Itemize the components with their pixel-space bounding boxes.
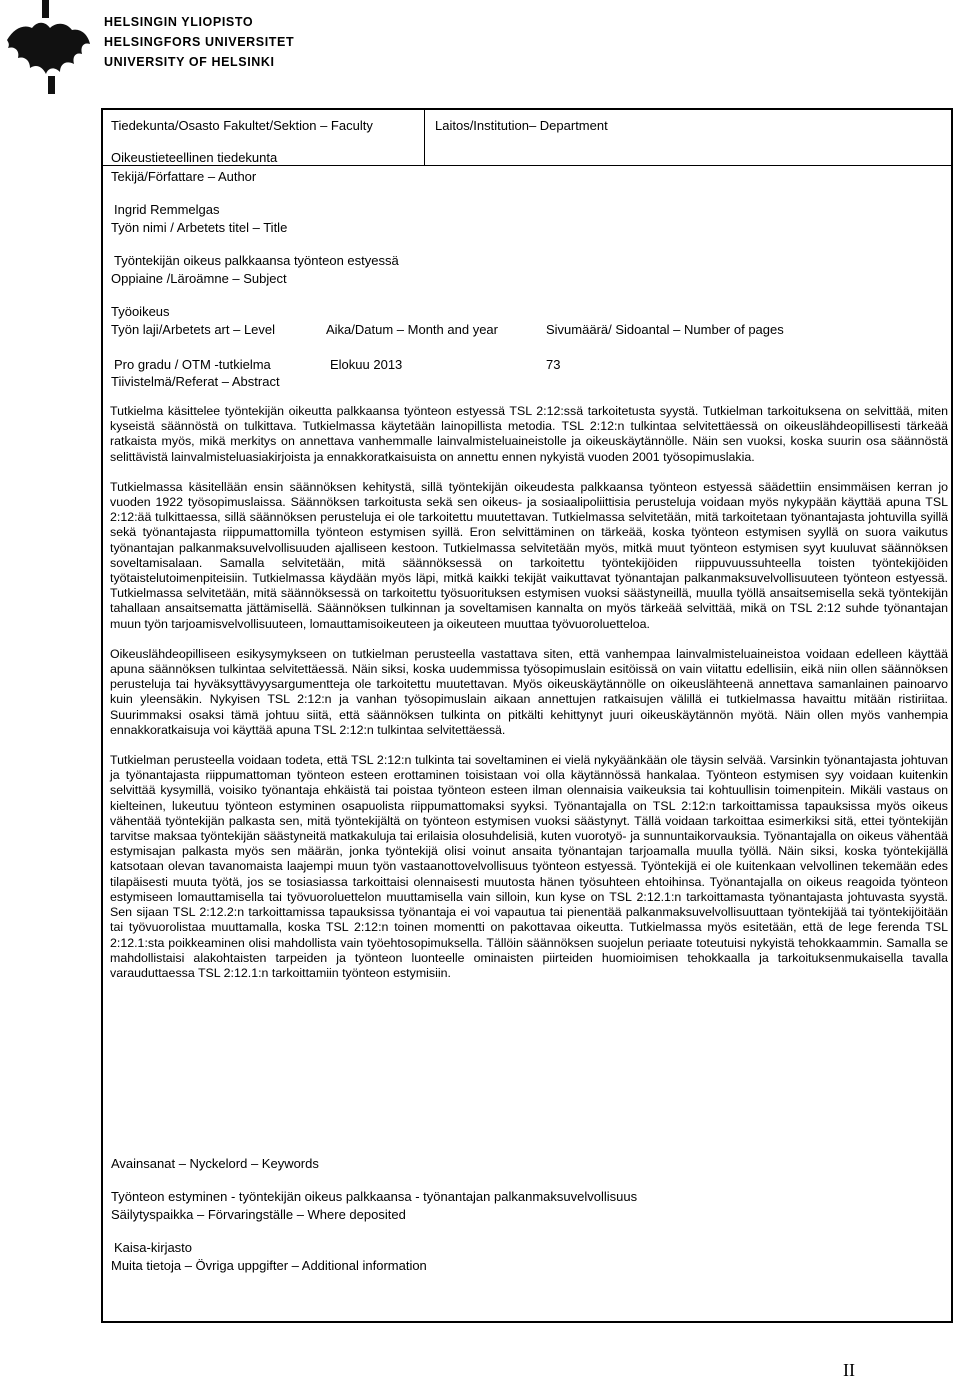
level-label: Työn laji/Arbetets art – Level (111, 322, 276, 337)
subject-label: Oppiaine /Läroämne – Subject (111, 271, 287, 286)
pages-label: Sivumäärä/ Sidoantal – Number of pages (546, 322, 784, 337)
keywords-value: Työnteon estyminen - työntekijän oikeus palkkaansa - työnantajan palkanmaksuvelvollisuus (111, 1189, 638, 1204)
faculty-label: Tiedekunta/Osasto Fakultet/Sektion – Faculty (111, 118, 373, 133)
deposited-label: Säilytyspaikka – Förvaringställe – Where deposited (111, 1207, 406, 1222)
pages-value: 73 (546, 357, 561, 372)
university-name (104, 12, 294, 72)
university-name-sv: HELSINGFORS UNIVERSITET (104, 35, 295, 49)
author-value: Ingrid Remmelgas (114, 202, 220, 217)
abstract-paragraph: Tutkielmassa käsitellään ensin säännöksen kehitystä, sillä työntekijän oikeudesta palkkaansa työnteon estyessä säädettiin ensimmäisen kerran jo vuoden 1922 työsopimuslaissa. Säännöksen tarkoitusta sekä sen oikeus- ja sosiaalipoliittisia perusteluja voidaan myös nykypään käyttää apuna TSL 2:12:ää tulkittaessa, sillä säännöksen perusteluja ei ole tarkoitettu muutettavan. Tutkielmassa selvitetään, mitä tarkoitetaan työnantajasta johtuvilla syillä sekä työnantajasta riippumattomilla työnteon estymisen syillä. Eron selvittäminen on tärkeää, koska työnteon estymisen syyllä on suora vaikutus työnantajan palkanmaksuvelvollisuuden ajalliseen kestoon. Tutkielmassa selvitetään myös, mitkä muut työnteon estymisen syyt kuuluvat säännöksen soveltamisalaan. Samalla selvitetään, mitä säännöksessä on tarkoitettu työntekijöiden riippuvuussuhteella toisten työntekijöiden työtaistelutoimenpiteisiin. Tutkielmassa käydään myös läpi, mitkä kaikki tekijät vaikuttavat työnantajan palkanmaksuvelvollisuuteen työnteon estyessä. Tutkielmassa selvitetään, mitä säännöksessä on tarkoitettu työsuorituksen estymisen vuoksi säästyneillä, muulla työllä ansaitsemisella sekä työntekijän tahallaan ansaitsematta jättämisellä. Säännöksen tulkinnan ja soveltamisen kannalta on myös tärkeää selvittää, mikä on TSL 2:12 suhde työnantajan muun työn tarjoamisvelvollisuuteen, lomauttamisoikeuteen ja oikeuteen muuttaa työvuoroluetteloa. (110, 479, 948, 631)
form-column-divider (424, 108, 425, 165)
abstract-paragraph: Oikeuslähdeopilliseen esikysymykseen on tutkielman perusteella vastattava siten, että vanhempaa lainvalmisteluaineistoa voidaan edelleen käyttää apuna säännöksen tulkintaa selvitettäessä. Näin siksi, koska uudemmissa työsopimuslain esitöissä on vain viitattu edellisiin, eikä niin ollen säännöksen perusteluja tai hyväksyttävyysargumentteja ole tarkoitettu muutettavan. Myös oikeuskäytännölle on oikeuslähteenä annettava samanlainen painoarvo kuin yleensäkin. Nykyisen TSL 2:12:n ja vanhan työsopimuslain aikaan annettujen ratkaisujen välillä ei tutkielmassa havaittu mitään ristiriitaa. Suurimmaksi osaksi tämä johtuu siitä, että säännöksen tulkinta on pitkälti kehittynyt juuri oikeuskäytännön myötä. Näin ollen myös vanhempia ennakkoratkaisuja voi käyttää apuna TSL 2:12:n tulkintaa selvitettäessä. (110, 646, 948, 737)
title-label: Työn nimi / Arbetets titel – Title (111, 220, 288, 235)
page-number: II (843, 1360, 855, 1380)
faculty-value: Oikeustieteellinen tiedekunta (111, 150, 278, 165)
date-value: Elokuu 2013 (330, 357, 403, 372)
abstract-label: Tiivistelmä/Referat – Abstract (111, 374, 280, 389)
abstract-paragraph: Tutkielma käsittelee työntekijän oikeutta palkkaansa työnteon estyessä TSL 2:12:ssä tarkoitetusta syystä. Tutkielman tarkoituksena on selvittää, miten kyseistä säännöstä on tulkittava. Tutkielmassa käytetään lainopillista metodia. TSL 2:12:n tulkintaa selvitettäessä on oikeuslähdeopillisesti tärkeää ratkaista myös, mikä merkitys on annettava vanhemmalle lainvalmisteluaineistolle ja oikeuskäytännölle. Näin sen vuoksi, koska suurin osa säännöstä selittävistä lainvalmisteluasiakirjoista ja ennakkoratkaisuista on annettu ennen nykyistä vuoden 2001 työsopimuslakia. (110, 404, 948, 464)
date-label: Aika/Datum – Month and year (326, 322, 498, 337)
university-name-en: UNIVERSITY OF HELSINKI (104, 55, 275, 69)
department-label: Laitos/Institution– Department (435, 118, 608, 133)
author-label: Tekijä/Författare – Author (111, 169, 257, 184)
level-value: Pro gradu / OTM -tutkielma (114, 357, 271, 372)
abstract-paragraph: Tutkielman perusteella voidaan todeta, että TSL 2:12:n tulkinta tai soveltaminen ei vielä nykyäänkään ole täysin selvää. Varsinkin työnantajasta johtuvan ja työnantajasta riippumattoman työnteon esteen erottaminen toisistaan voi olla käytännössä hankalaa. Työnteon estymisen syy voidaan kuitenkin selvittää kysymillä, voisiko työnantaja ehkäistä tai poistaa työnteon esteen ilman olennaisia vaikeuksia tai kohtuullisin toimenpitein. Mikäli vastaus on kielteinen, lukeutuu työnteon estyminen osapuolista riippumattomaksi syyksi. Työnantajalla on TSL 2:12:n tarkoittamissa tapauksissa myös oikeus vähentää työntekijän palkasta sen, mitä työntekijältä on työnteon estymisen vuoksi säästynyt. Tällä voidaan tarkoittaa esimerkiksi sitä, ettei työntekijän tarvitse maksaa työntekijän säästyneitä matkakuluja tai erilaisia olosuhdelisiä, kuten vuorotyö- ja sunnuntaikorvauksia. Työnantajalla on oikeus vähentää estymisajan palkasta myös sen määrän, jonka työntekijä olisi voinut ansaita työnantajan tarjoamalla muulla työllä. Näin siksi, koska työntekijällä katsotaan olevan tavanomaista laajempi muun työn vastaanottovelvollisuus työnteon estyessä. Työntekijä ei ole kuitenkaan velvollinen tekemään edes tilapäisesti muuta työtä, jos se tosiasiassa tarkoittaisi olennaisesti muutosta hänen työsuhteen ehtoihinsa. Työnantajalla on oikeus reagoida työnteon estymiseen lomauttamisella tai työvuoroluettelon muuttamisella vain silloin, kun kyse on TSL 2:12.1:n tarkoittamasta työnantajasta johtuvasta syystä. Sen sijaan TSL 2:12.2:n tarkoittamissa tapauksissa työnantaja ei voi vapautua tai pienentää palkanmaksuvelvollisuuttaan työntekijää tai työntekijöitään tai työvuorolistaa muuttamalla, koska TSL 2:12:n toinen momentti on pakottavaa oikeutta. Tutkielmassa myös esitetään, että de lege ferenda TSL 2:12.1:sta poikkeaminen olisi mahdollista vain työehtosopimuksella. Tällöin säännöksen suojelun periaate toteutuisi nykyistä tehokkaammin. Samalla se mahdollistaisi alakohtaisten tarpeiden ja työnteon luonteelle ominaisten piirteiden huomioimisen tehokkaalla ja tarkoituksenmukaisella tavalla varauduttaessa TSL 2:12.1:n tarkoittamiin työnteon estymisiin. (110, 753, 948, 980)
abstract-text (110, 404, 948, 981)
title-value: Työntekijän oikeus palkkaansa työnteon estyessä (114, 253, 399, 268)
subject-value: Työoikeus (111, 304, 170, 319)
keywords-label: Avainsanat – Nyckelord – Keywords (111, 1156, 319, 1171)
university-logo (2, 0, 97, 95)
deposited-value: Kaisa-kirjasto (114, 1240, 193, 1255)
university-name-fi: HELSINGIN YLIOPISTO (104, 15, 254, 29)
additional-info-label: Muita tietoja – Övriga uppgifter – Additional information (111, 1258, 427, 1273)
